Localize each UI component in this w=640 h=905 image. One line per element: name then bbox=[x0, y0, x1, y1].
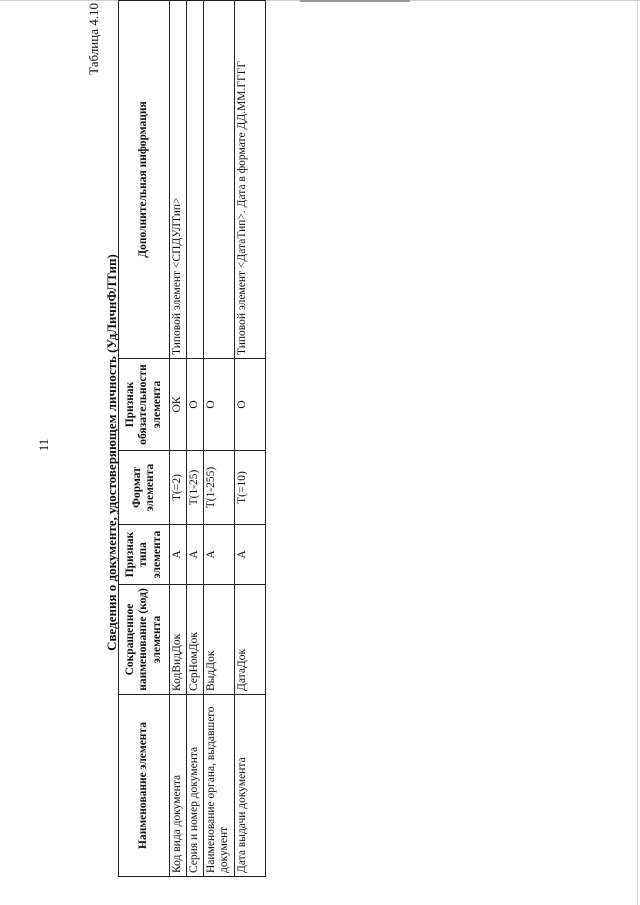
cell-element-type: А bbox=[170, 525, 187, 585]
cell-element-type: А bbox=[204, 525, 235, 585]
table-header-row bbox=[119, 1, 170, 877]
cell-element-format: Т(=2) bbox=[170, 451, 187, 525]
cell-element-name: Код вида документа bbox=[170, 695, 187, 877]
cell-element-name: Серия и номер документа bbox=[187, 695, 204, 877]
cell-element-code: ДатаДок bbox=[235, 585, 266, 695]
header-element-type: Признак типа элемента bbox=[119, 525, 170, 585]
cell-element-code: СерНомДок bbox=[187, 585, 204, 695]
table-row bbox=[235, 1, 266, 877]
table-row bbox=[187, 1, 204, 877]
cell-element-format: Т(=10) bbox=[235, 451, 266, 525]
cell-element-code: КодВидДок bbox=[170, 585, 187, 695]
elements-table bbox=[118, 0, 266, 877]
table-title: Сведения о документе, удостоверяющем личность (УдЛичнФЛТип) bbox=[104, 254, 119, 651]
cell-additional-info: Типовой элемент <ДатаТип>. Дата в формате ДД.ММ.ГГГГ bbox=[235, 1, 266, 359]
cell-element-code: ВыдДок bbox=[204, 585, 235, 695]
cell-element-required: О bbox=[235, 359, 266, 451]
cell-element-format: Т(1-255) bbox=[204, 451, 235, 525]
cell-element-type: А bbox=[187, 525, 204, 585]
cell-additional-info bbox=[204, 1, 235, 359]
cell-element-required: О bbox=[204, 359, 235, 451]
cell-additional-info bbox=[187, 1, 204, 359]
table-row bbox=[204, 1, 235, 877]
cell-additional-info: Типовой элемент <СПДУЛТип> bbox=[170, 1, 187, 359]
table-row bbox=[170, 1, 187, 877]
header-element-code: Сокращенное наименование (код) элемента bbox=[119, 585, 170, 695]
header-element-format: Формат элемента bbox=[119, 451, 170, 525]
cell-element-name: Дата выдачи документа bbox=[235, 695, 266, 877]
page-number: 11 bbox=[36, 438, 51, 452]
cell-element-format: Т(1-25) bbox=[187, 451, 204, 525]
cell-element-required: О bbox=[187, 359, 204, 451]
header-additional-info: Дополнительная информация bbox=[119, 1, 170, 359]
cell-element-required: ОК bbox=[170, 359, 187, 451]
header-element-name: Наименование элемента bbox=[119, 695, 170, 877]
cell-element-type: А bbox=[235, 525, 266, 585]
table-number: Таблица 4.10 bbox=[86, 3, 101, 75]
cell-element-name: Наименование органа, выдавшего документ bbox=[204, 695, 235, 877]
header-element-required: Признак обязательности элемента bbox=[119, 359, 170, 451]
